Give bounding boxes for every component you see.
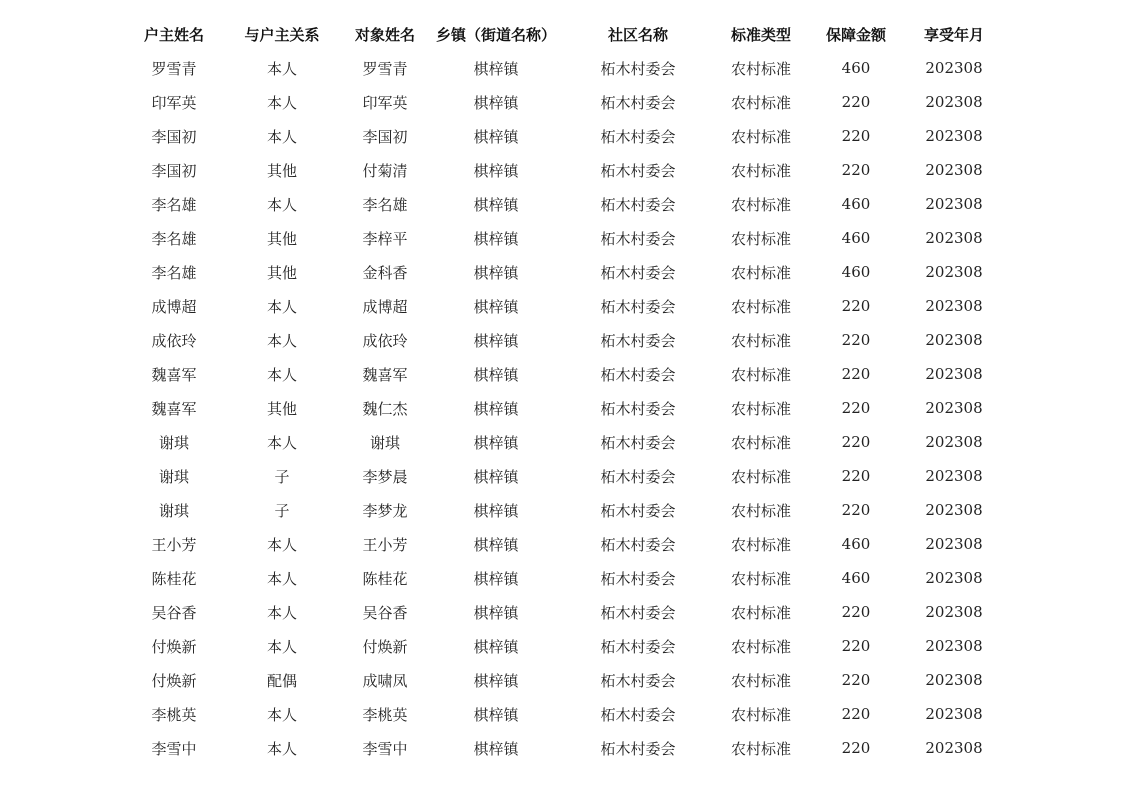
cell-recipient-name: 金科香 <box>362 263 408 282</box>
cell-relationship: 子 <box>274 501 290 520</box>
table-row <box>120 731 1000 765</box>
cell-community: 柘木村委会 <box>600 705 676 724</box>
cell-amount: 220 <box>841 705 871 723</box>
beneficiary-table <box>120 17 1000 765</box>
cell-household-head-name: 印军英 <box>151 93 197 112</box>
cell-township: 棋梓镇 <box>473 705 519 724</box>
cell-standard-type: 农村标准 <box>730 569 791 588</box>
table-row <box>120 85 1000 119</box>
cell-household-head-name: 谢琪 <box>158 467 189 486</box>
cell-recipient-name: 成啸凤 <box>362 671 408 690</box>
cell-household-head-name: 陈桂花 <box>151 569 197 588</box>
cell-relationship: 本人 <box>266 127 297 146</box>
cell-year-month: 202308 <box>925 127 983 145</box>
cell-standard-type: 农村标准 <box>730 399 791 418</box>
cell-year-month: 202308 <box>925 705 983 723</box>
cell-community: 柘木村委会 <box>600 59 676 78</box>
cell-relationship: 本人 <box>266 433 297 452</box>
cell-amount: 220 <box>841 365 871 383</box>
cell-standard-type: 农村标准 <box>730 433 791 452</box>
cell-standard-type: 农村标准 <box>730 365 791 384</box>
cell-amount: 220 <box>841 433 871 451</box>
table-row <box>120 527 1000 561</box>
cell-township: 棋梓镇 <box>473 433 519 452</box>
table-row <box>120 391 1000 425</box>
table-body <box>120 51 1000 765</box>
cell-year-month: 202308 <box>925 229 983 247</box>
cell-amount: 460 <box>841 263 871 281</box>
cell-year-month: 202308 <box>925 671 983 689</box>
cell-recipient-name: 成博超 <box>362 297 408 316</box>
cell-year-month: 202308 <box>925 535 983 553</box>
cell-community: 柘木村委会 <box>600 195 676 214</box>
cell-amount: 460 <box>841 535 871 553</box>
cell-community: 柘木村委会 <box>600 297 676 316</box>
header-relationship: 与户主关系 <box>244 25 320 44</box>
cell-recipient-name: 李桃英 <box>362 705 408 724</box>
cell-standard-type: 农村标准 <box>730 671 791 690</box>
cell-community: 柘木村委会 <box>600 365 676 384</box>
cell-relationship: 本人 <box>266 195 297 214</box>
cell-recipient-name: 李国初 <box>362 127 408 146</box>
cell-relationship: 其他 <box>266 229 297 248</box>
cell-amount: 220 <box>841 161 871 179</box>
cell-community: 柘木村委会 <box>600 535 676 554</box>
cell-recipient-name: 王小芳 <box>362 535 408 554</box>
cell-recipient-name: 李梦龙 <box>362 501 408 520</box>
cell-township: 棋梓镇 <box>473 671 519 690</box>
cell-recipient-name: 李梦晨 <box>362 467 408 486</box>
cell-relationship: 本人 <box>266 603 297 622</box>
cell-household-head-name: 付焕新 <box>151 637 197 656</box>
cell-household-head-name: 罗雪青 <box>151 59 197 78</box>
cell-standard-type: 农村标准 <box>730 59 791 78</box>
cell-year-month: 202308 <box>925 501 983 519</box>
cell-year-month: 202308 <box>925 739 983 757</box>
cell-relationship: 其他 <box>266 399 297 418</box>
cell-household-head-name: 吴谷香 <box>151 603 197 622</box>
cell-household-head-name: 谢琪 <box>158 501 189 520</box>
table-row <box>120 51 1000 85</box>
cell-township: 棋梓镇 <box>473 127 519 146</box>
cell-recipient-name: 魏仁杰 <box>362 399 408 418</box>
cell-township: 棋梓镇 <box>473 161 519 180</box>
cell-relationship: 本人 <box>266 535 297 554</box>
cell-amount: 220 <box>841 93 871 111</box>
cell-amount: 460 <box>841 569 871 587</box>
cell-recipient-name: 李雪中 <box>362 739 408 758</box>
table-row <box>120 663 1000 697</box>
cell-relationship: 本人 <box>266 93 297 112</box>
cell-community: 柘木村委会 <box>600 739 676 758</box>
cell-community: 柘木村委会 <box>600 637 676 656</box>
cell-community: 柘木村委会 <box>600 671 676 690</box>
cell-year-month: 202308 <box>925 569 983 587</box>
cell-township: 棋梓镇 <box>473 569 519 588</box>
cell-year-month: 202308 <box>925 59 983 77</box>
cell-township: 棋梓镇 <box>473 739 519 758</box>
header-year-month: 享受年月 <box>923 25 984 44</box>
cell-community: 柘木村委会 <box>600 433 676 452</box>
cell-recipient-name: 罗雪青 <box>362 59 408 78</box>
cell-township: 棋梓镇 <box>473 603 519 622</box>
cell-relationship: 本人 <box>266 739 297 758</box>
cell-community: 柘木村委会 <box>600 569 676 588</box>
cell-year-month: 202308 <box>925 433 983 451</box>
cell-household-head-name: 成依玲 <box>151 331 197 350</box>
cell-amount: 220 <box>841 637 871 655</box>
cell-amount: 460 <box>841 229 871 247</box>
cell-recipient-name: 成依玲 <box>362 331 408 350</box>
table-row <box>120 255 1000 289</box>
table-row <box>120 357 1000 391</box>
cell-township: 棋梓镇 <box>473 331 519 350</box>
header-household-head-name: 户主姓名 <box>143 25 204 44</box>
header-amount: 保障金额 <box>825 25 886 44</box>
cell-standard-type: 农村标准 <box>730 161 791 180</box>
cell-township: 棋梓镇 <box>473 229 519 248</box>
cell-standard-type: 农村标准 <box>730 535 791 554</box>
cell-relationship: 本人 <box>266 569 297 588</box>
cell-amount: 220 <box>841 671 871 689</box>
cell-township: 棋梓镇 <box>473 263 519 282</box>
cell-year-month: 202308 <box>925 263 983 281</box>
cell-township: 棋梓镇 <box>473 535 519 554</box>
cell-community: 柘木村委会 <box>600 127 676 146</box>
cell-amount: 460 <box>841 195 871 213</box>
cell-amount: 220 <box>841 331 871 349</box>
cell-recipient-name: 李梓平 <box>362 229 408 248</box>
cell-township: 棋梓镇 <box>473 399 519 418</box>
cell-relationship: 配偶 <box>266 671 297 690</box>
table-row <box>120 153 1000 187</box>
cell-township: 棋梓镇 <box>473 365 519 384</box>
table-row <box>120 221 1000 255</box>
cell-community: 柘木村委会 <box>600 229 676 248</box>
cell-recipient-name: 谢琪 <box>369 433 400 452</box>
cell-household-head-name: 李名雄 <box>151 195 197 214</box>
cell-year-month: 202308 <box>925 93 983 111</box>
cell-household-head-name: 李桃英 <box>151 705 197 724</box>
cell-township: 棋梓镇 <box>473 297 519 316</box>
cell-community: 柘木村委会 <box>600 467 676 486</box>
cell-standard-type: 农村标准 <box>730 229 791 248</box>
cell-amount: 220 <box>841 297 871 315</box>
cell-standard-type: 农村标准 <box>730 93 791 112</box>
cell-recipient-name: 魏喜军 <box>362 365 408 384</box>
cell-year-month: 202308 <box>925 297 983 315</box>
cell-household-head-name: 李国初 <box>151 127 197 146</box>
cell-recipient-name: 付菊清 <box>362 161 408 180</box>
cell-relationship: 本人 <box>266 59 297 78</box>
cell-recipient-name: 吴谷香 <box>362 603 408 622</box>
cell-amount: 460 <box>841 59 871 77</box>
cell-township: 棋梓镇 <box>473 637 519 656</box>
cell-relationship: 本人 <box>266 297 297 316</box>
cell-household-head-name: 魏喜军 <box>151 399 197 418</box>
cell-year-month: 202308 <box>925 195 983 213</box>
cell-standard-type: 农村标准 <box>730 127 791 146</box>
cell-recipient-name: 李名雄 <box>362 195 408 214</box>
cell-standard-type: 农村标准 <box>730 739 791 758</box>
cell-year-month: 202308 <box>925 399 983 417</box>
table-row <box>120 595 1000 629</box>
cell-relationship: 其他 <box>266 263 297 282</box>
cell-township: 棋梓镇 <box>473 195 519 214</box>
cell-year-month: 202308 <box>925 161 983 179</box>
cell-year-month: 202308 <box>925 603 983 621</box>
table-row <box>120 425 1000 459</box>
cell-community: 柘木村委会 <box>600 399 676 418</box>
cell-relationship: 其他 <box>266 161 297 180</box>
cell-standard-type: 农村标准 <box>730 195 791 214</box>
cell-household-head-name: 成博超 <box>151 297 197 316</box>
cell-household-head-name: 李国初 <box>151 161 197 180</box>
table-row <box>120 459 1000 493</box>
cell-standard-type: 农村标准 <box>730 501 791 520</box>
cell-amount: 220 <box>841 501 871 519</box>
cell-household-head-name: 谢琪 <box>158 433 189 452</box>
cell-community: 柘木村委会 <box>600 603 676 622</box>
cell-recipient-name: 陈桂花 <box>362 569 408 588</box>
cell-relationship: 本人 <box>266 637 297 656</box>
cell-year-month: 202308 <box>925 637 983 655</box>
table-row <box>120 119 1000 153</box>
cell-standard-type: 农村标准 <box>730 637 791 656</box>
cell-township: 棋梓镇 <box>473 501 519 520</box>
cell-standard-type: 农村标准 <box>730 331 791 350</box>
cell-household-head-name: 李名雄 <box>151 229 197 248</box>
cell-standard-type: 农村标准 <box>730 297 791 316</box>
cell-recipient-name: 印军英 <box>362 93 408 112</box>
table-row <box>120 323 1000 357</box>
cell-household-head-name: 付焕新 <box>151 671 197 690</box>
cell-household-head-name: 李名雄 <box>151 263 197 282</box>
cell-household-head-name: 李雪中 <box>151 739 197 758</box>
table-row <box>120 493 1000 527</box>
cell-household-head-name: 王小芳 <box>151 535 197 554</box>
cell-amount: 220 <box>841 603 871 621</box>
table-row <box>120 289 1000 323</box>
cell-year-month: 202308 <box>925 365 983 383</box>
cell-community: 柘木村委会 <box>600 161 676 180</box>
cell-amount: 220 <box>841 467 871 485</box>
header-standard-type: 标准类型 <box>730 25 791 44</box>
cell-year-month: 202308 <box>925 331 983 349</box>
cell-amount: 220 <box>841 127 871 145</box>
cell-amount: 220 <box>841 399 871 417</box>
cell-standard-type: 农村标准 <box>730 263 791 282</box>
table-row <box>120 561 1000 595</box>
cell-relationship: 本人 <box>266 705 297 724</box>
cell-community: 柘木村委会 <box>600 331 676 350</box>
table-row <box>120 697 1000 731</box>
table-header-row <box>120 17 1000 51</box>
cell-township: 棋梓镇 <box>473 467 519 486</box>
cell-relationship: 子 <box>274 467 290 486</box>
header-community: 社区名称 <box>607 25 668 44</box>
cell-community: 柘木村委会 <box>600 501 676 520</box>
cell-household-head-name: 魏喜军 <box>151 365 197 384</box>
cell-standard-type: 农村标准 <box>730 603 791 622</box>
table-row <box>120 629 1000 663</box>
cell-township: 棋梓镇 <box>473 59 519 78</box>
table-row <box>120 187 1000 221</box>
cell-community: 柘木村委会 <box>600 263 676 282</box>
cell-relationship: 本人 <box>266 331 297 350</box>
cell-standard-type: 农村标准 <box>730 467 791 486</box>
header-recipient-name: 对象姓名 <box>354 25 415 44</box>
cell-community: 柘木村委会 <box>600 93 676 112</box>
cell-year-month: 202308 <box>925 467 983 485</box>
cell-amount: 220 <box>841 739 871 757</box>
cell-recipient-name: 付焕新 <box>362 637 408 656</box>
cell-township: 棋梓镇 <box>473 93 519 112</box>
cell-relationship: 本人 <box>266 365 297 384</box>
header-township: 乡镇（街道名称） <box>435 25 556 44</box>
cell-standard-type: 农村标准 <box>730 705 791 724</box>
